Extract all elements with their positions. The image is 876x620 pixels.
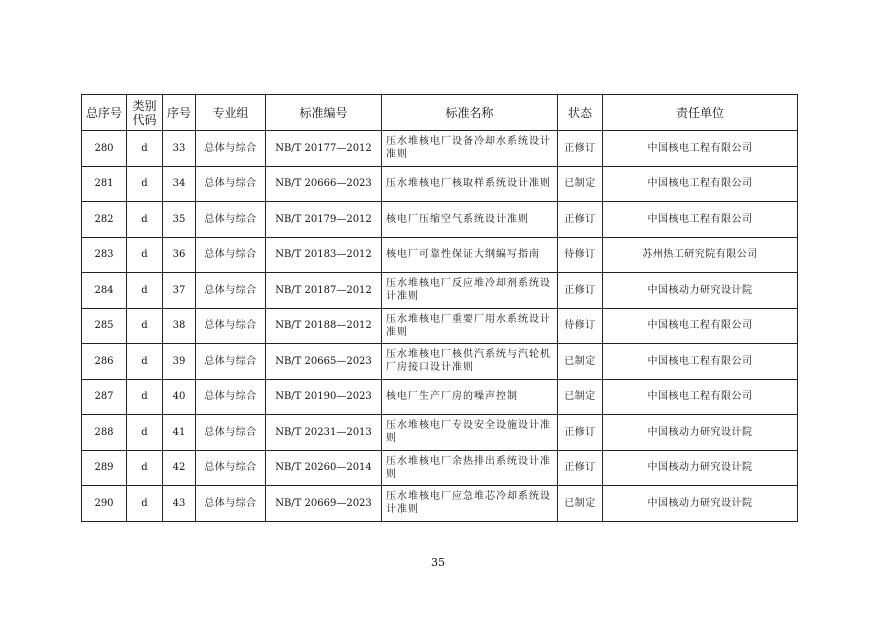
cell-responsible-unit: 中国核电工程有限公司: [603, 131, 798, 167]
cell-standard-name: 压水堆核电厂应急堆芯冷却系统设计准则: [382, 486, 558, 522]
cell-standard-name: 核电厂压缩空气系统设计准则: [382, 202, 558, 238]
cell-category-code: d: [127, 131, 163, 167]
cell-seq: 43: [163, 486, 196, 522]
cell-responsible-unit: 中国核电工程有限公司: [603, 166, 798, 202]
cell-total-seq: 290: [82, 486, 127, 522]
cell-total-seq: 286: [82, 344, 127, 380]
cell-standard-name: 压水堆核电厂核取样系统设计准则: [382, 166, 558, 202]
cell-status: 已制定: [558, 486, 603, 522]
cell-responsible-unit: 中国核动力研究设计院: [603, 273, 798, 309]
cell-standard-number: NB/T 20190—2023: [266, 379, 382, 415]
cell-responsible-unit: 中国核电工程有限公司: [603, 202, 798, 238]
cell-category-code: d: [127, 486, 163, 522]
standards-table: [81, 94, 798, 522]
table-row: [82, 450, 798, 486]
cell-standard-name: 压水堆核电厂专设安全设施设计准则: [382, 415, 558, 451]
table-row: [82, 166, 798, 202]
header-total-seq: 总序号: [82, 95, 127, 131]
cell-seq: 41: [163, 415, 196, 451]
cell-responsible-unit: 中国核电工程有限公司: [603, 379, 798, 415]
cell-total-seq: 280: [82, 131, 127, 167]
cell-standard-name: 压水堆核电厂设备冷却水系统设计准则: [382, 131, 558, 167]
cell-seq: 38: [163, 308, 196, 344]
cell-standard-number: NB/T 20669—2023: [266, 486, 382, 522]
cell-total-seq: 287: [82, 379, 127, 415]
cell-status: 正修订: [558, 202, 603, 238]
cell-total-seq: 281: [82, 166, 127, 202]
cell-standard-number: NB/T 20665—2023: [266, 344, 382, 380]
cell-responsible-unit: 中国核动力研究设计院: [603, 415, 798, 451]
cell-category-code: d: [127, 273, 163, 309]
cell-status: 待修订: [558, 308, 603, 344]
cell-group: 总体与综合: [196, 202, 266, 238]
cell-category-code: d: [127, 237, 163, 273]
cell-group: 总体与综合: [196, 344, 266, 380]
table-row: [82, 202, 798, 238]
table-row: [82, 308, 798, 344]
cell-total-seq: 288: [82, 415, 127, 451]
cell-status: 已制定: [558, 344, 603, 380]
cell-standard-number: NB/T 20187—2012: [266, 273, 382, 309]
header-standard-number: 标准编号: [266, 95, 382, 131]
cell-group: 总体与综合: [196, 486, 266, 522]
table-row: [82, 131, 798, 167]
cell-category-code: d: [127, 308, 163, 344]
cell-standard-name: 压水堆核电厂核供汽系统与汽轮机厂房接口设计准则: [382, 344, 558, 380]
cell-group: 总体与综合: [196, 237, 266, 273]
table-row: [82, 486, 798, 522]
cell-responsible-unit: 中国核动力研究设计院: [603, 450, 798, 486]
cell-standard-number: NB/T 20666—2023: [266, 166, 382, 202]
cell-status: 正修订: [558, 415, 603, 451]
header-seq: 序号: [163, 95, 196, 131]
cell-category-code: d: [127, 344, 163, 380]
cell-total-seq: 283: [82, 237, 127, 273]
cell-group: 总体与综合: [196, 166, 266, 202]
cell-responsible-unit: 中国核电工程有限公司: [603, 344, 798, 380]
cell-responsible-unit: 苏州热工研究院有限公司: [603, 237, 798, 273]
cell-standard-name: 核电厂可靠性保证大纲编写指南: [382, 237, 558, 273]
cell-standard-name: 核电厂生产厂房的噪声控制: [382, 379, 558, 415]
header-status: 状态: [558, 95, 603, 131]
page-number: 35: [431, 556, 445, 569]
cell-category-code: d: [127, 450, 163, 486]
cell-total-seq: 289: [82, 450, 127, 486]
cell-seq: 42: [163, 450, 196, 486]
cell-status: 待修订: [558, 237, 603, 273]
table-row: [82, 379, 798, 415]
cell-group: 总体与综合: [196, 379, 266, 415]
cell-standard-name: 压水堆核电厂反应堆冷却剂系统设计准则: [382, 273, 558, 309]
cell-category-code: d: [127, 415, 163, 451]
cell-group: 总体与综合: [196, 450, 266, 486]
cell-standard-number: NB/T 20260—2014: [266, 450, 382, 486]
cell-seq: 35: [163, 202, 196, 238]
table-header-row: [82, 95, 798, 131]
cell-seq: 37: [163, 273, 196, 309]
cell-standard-number: NB/T 20188—2012: [266, 308, 382, 344]
cell-group: 总体与综合: [196, 308, 266, 344]
cell-total-seq: 284: [82, 273, 127, 309]
cell-seq: 39: [163, 344, 196, 380]
cell-responsible-unit: 中国核电工程有限公司: [603, 308, 798, 344]
header-standard-name: 标准名称: [382, 95, 558, 131]
header-category-code: 类别代码: [127, 95, 163, 131]
table-row: [82, 237, 798, 273]
cell-standard-name: 压水堆核电厂余热排出系统设计准则: [382, 450, 558, 486]
cell-seq: 36: [163, 237, 196, 273]
header-group: 专业组: [196, 95, 266, 131]
cell-group: 总体与综合: [196, 131, 266, 167]
cell-status: 已制定: [558, 166, 603, 202]
cell-category-code: d: [127, 379, 163, 415]
cell-seq: 34: [163, 166, 196, 202]
cell-category-code: d: [127, 202, 163, 238]
cell-status: 正修订: [558, 450, 603, 486]
cell-standard-number: NB/T 20183—2012: [266, 237, 382, 273]
cell-group: 总体与综合: [196, 273, 266, 309]
table-row: [82, 344, 798, 380]
cell-status: 正修订: [558, 131, 603, 167]
cell-total-seq: 282: [82, 202, 127, 238]
cell-group: 总体与综合: [196, 415, 266, 451]
cell-category-code: d: [127, 166, 163, 202]
cell-standard-name: 压水堆核电厂重要厂用水系统设计准则: [382, 308, 558, 344]
cell-seq: 40: [163, 379, 196, 415]
table-row: [82, 415, 798, 451]
cell-seq: 33: [163, 131, 196, 167]
header-responsible-unit: 责任单位: [603, 95, 798, 131]
cell-total-seq: 285: [82, 308, 127, 344]
cell-status: 正修订: [558, 273, 603, 309]
cell-standard-number: NB/T 20231—2013: [266, 415, 382, 451]
table-row: [82, 273, 798, 309]
cell-responsible-unit: 中国核动力研究设计院: [603, 486, 798, 522]
cell-status: 已制定: [558, 379, 603, 415]
cell-standard-number: NB/T 20177—2012: [266, 131, 382, 167]
cell-standard-number: NB/T 20179—2012: [266, 202, 382, 238]
